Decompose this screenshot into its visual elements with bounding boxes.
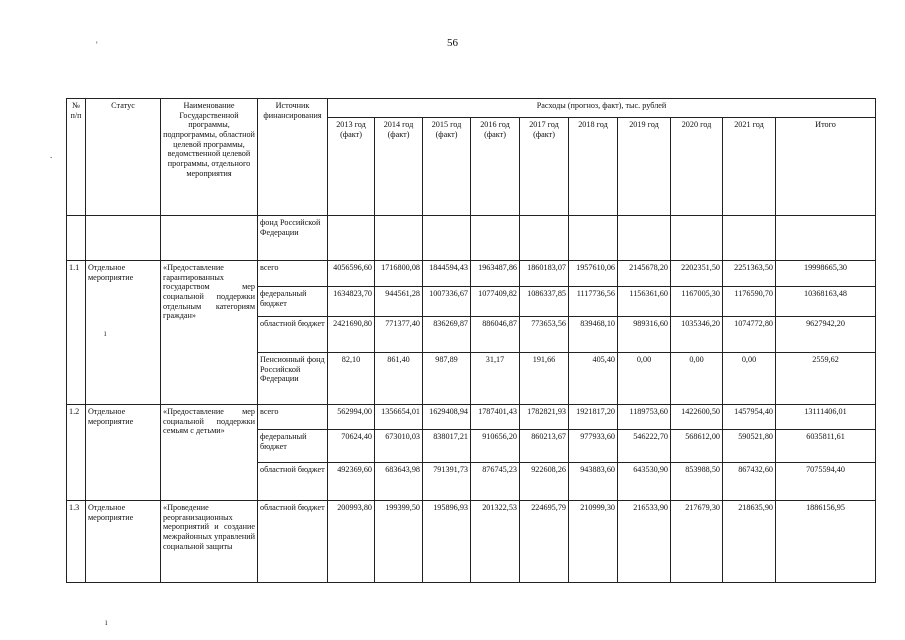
value-cell: 2251363,50 — [723, 261, 776, 287]
year-header: 2019 год — [618, 118, 671, 216]
value-cell: 224695,79 — [520, 501, 569, 583]
year-header: 2013 год (факт) — [328, 118, 375, 216]
row-name: «Проведение реорганизационных мероприятий и создание межрайонных управлений социальной защиты — [161, 501, 258, 583]
value-cell: 1356654,01 — [375, 405, 423, 430]
value-cell: 943883,60 — [569, 463, 618, 501]
row-status: Отдельное мероприятие — [86, 261, 161, 405]
year-header: 2020 год — [671, 118, 723, 216]
value-cell: 683643,98 — [375, 463, 423, 501]
table-row — [67, 216, 876, 261]
value-cell: 1787401,43 — [471, 405, 520, 430]
value-cell: 2145678,20 — [618, 261, 671, 287]
value-cell: 643530,90 — [618, 463, 671, 501]
total-cell: 1886156,95 — [776, 501, 876, 583]
value-cell: 1074772,80 — [723, 317, 776, 353]
page-number: 56 — [447, 37, 458, 49]
year-header: 2014 год (факт) — [375, 118, 423, 216]
row-status: Отдельное мероприятие — [86, 405, 161, 501]
source-cell: областной бюджет — [258, 463, 328, 501]
value-cell: 492369,60 — [328, 463, 375, 501]
value-cell: 867432,60 — [723, 463, 776, 501]
value-cell: 1117736,56 — [569, 287, 618, 317]
value-cell: 987,89 — [423, 353, 471, 405]
value-cell: 1860183,07 — [520, 261, 569, 287]
value-cell: 1176590,70 — [723, 287, 776, 317]
value-cell: 673010,03 — [375, 430, 423, 463]
total-cell: 2559,62 — [776, 353, 876, 405]
value-cell: 944561,28 — [375, 287, 423, 317]
value-cell: 191,66 — [520, 353, 569, 405]
value-cell: 1189753,60 — [618, 405, 671, 430]
total-cell: 19998665,30 — [776, 261, 876, 287]
value-cell: 771377,40 — [375, 317, 423, 353]
table-row — [67, 405, 876, 430]
value-cell: 1634823,70 — [328, 287, 375, 317]
value-cell: 200993,80 — [328, 501, 375, 583]
source-cell: областной бюджет — [258, 501, 328, 583]
value-cell: 989316,60 — [618, 317, 671, 353]
row-name: «Предоставление гарантированных государством мер социальной поддержки отдельным категориям граждан» — [161, 261, 258, 405]
value-cell: 1844594,43 — [423, 261, 471, 287]
value-cell: 2421690,80 — [328, 317, 375, 353]
value-cell: 1007336,67 — [423, 287, 471, 317]
col-num-header: № п/п — [67, 99, 86, 216]
value-cell: 31,17 — [471, 353, 520, 405]
budget-table — [66, 98, 876, 583]
total-header: Итого — [776, 118, 876, 216]
table-row — [67, 261, 876, 287]
value-cell: 1716800,08 — [375, 261, 423, 287]
value-cell: 0,00 — [671, 353, 723, 405]
scan-speck: . — [50, 150, 53, 160]
table-row — [67, 501, 876, 583]
value-cell: 199399,50 — [375, 501, 423, 583]
value-cell: 0,00 — [618, 353, 671, 405]
source-cell: фонд Российской Федерации — [258, 216, 328, 261]
value-cell: 210999,30 — [569, 501, 618, 583]
value-cell: 836269,87 — [423, 317, 471, 353]
value-cell: 218635,90 — [723, 501, 776, 583]
value-cell: 1077409,82 — [471, 287, 520, 317]
value-cell: 216533,90 — [618, 501, 671, 583]
value-cell: 568612,00 — [671, 430, 723, 463]
value-cell: 70624,40 — [328, 430, 375, 463]
value-cell: 2202351,50 — [671, 261, 723, 287]
value-cell: 773653,56 — [520, 317, 569, 353]
value-cell: 1156361,60 — [618, 287, 671, 317]
year-header: 2017 год (факт) — [520, 118, 569, 216]
source-cell: областной бюджет — [258, 317, 328, 353]
value-cell: 910656,20 — [471, 430, 520, 463]
col-expenses-header: Расходы (прогноз, факт), тыс. рублей — [328, 99, 876, 118]
value-cell: 1422600,50 — [671, 405, 723, 430]
value-cell: 838017,21 — [423, 430, 471, 463]
scan-speck: ' — [96, 40, 98, 50]
row-number: 1.3 — [67, 501, 86, 583]
row-status: Отдельное мероприятие — [86, 501, 161, 583]
total-cell: 10368163,48 — [776, 287, 876, 317]
row-number: 1.2 — [67, 405, 86, 501]
value-cell: 861,40 — [375, 353, 423, 405]
value-cell: 1457954,40 — [723, 405, 776, 430]
value-cell: 4056596,60 — [328, 261, 375, 287]
value-cell: 1167005,30 — [671, 287, 723, 317]
value-cell: 922608,26 — [520, 463, 569, 501]
value-cell: 886046,87 — [471, 317, 520, 353]
value-cell: 1629408,94 — [423, 405, 471, 430]
year-header: 2018 год — [569, 118, 618, 216]
value-cell: 853988,50 — [671, 463, 723, 501]
value-cell: 562994,00 — [328, 405, 375, 430]
value-cell: 546222,70 — [618, 430, 671, 463]
year-header: 2021 год — [723, 118, 776, 216]
row-name: «Предоставление мер социальной поддержки семьям с детьми» — [161, 405, 258, 501]
source-cell: всего — [258, 261, 328, 287]
value-cell: 1782821,93 — [520, 405, 569, 430]
value-cell: 1957610,06 — [569, 261, 618, 287]
value-cell: 1921817,20 — [569, 405, 618, 430]
row-number: 1.1 — [67, 261, 86, 405]
scan-speck: ı — [104, 328, 107, 338]
value-cell: 590521,80 — [723, 430, 776, 463]
source-cell: федеральный бюджет — [258, 287, 328, 317]
value-cell: 839468,10 — [569, 317, 618, 353]
value-cell: 1086337,85 — [520, 287, 569, 317]
value-cell: 201322,53 — [471, 501, 520, 583]
value-cell: 405,40 — [569, 353, 618, 405]
value-cell: 1963487,86 — [471, 261, 520, 287]
value-cell: 195896,93 — [423, 501, 471, 583]
value-cell: 0,00 — [723, 353, 776, 405]
value-cell: 977933,60 — [569, 430, 618, 463]
year-header: 2015 год (факт) — [423, 118, 471, 216]
value-cell: 860213,67 — [520, 430, 569, 463]
col-status-header: Статус — [86, 99, 161, 216]
scan-speck: ı — [105, 617, 108, 627]
year-header: 2016 год (факт) — [471, 118, 520, 216]
value-cell: 217679,30 — [671, 501, 723, 583]
value-cell: 82,10 — [328, 353, 375, 405]
source-cell: всего — [258, 405, 328, 430]
header-row — [67, 99, 876, 118]
value-cell: 791391,73 — [423, 463, 471, 501]
total-cell: 6035811,61 — [776, 430, 876, 463]
col-name-header: Наименование Государственной программы, подпрограммы, областной целевой программы, ведомственной целевой программы, отдельного мероприятия — [161, 99, 258, 216]
total-cell: 13111406,01 — [776, 405, 876, 430]
value-cell: 876745,23 — [471, 463, 520, 501]
value-cell: 1035346,20 — [671, 317, 723, 353]
source-cell: федеральный бюджет — [258, 430, 328, 463]
source-cell: Пенсионный фонд Российской Федерации — [258, 353, 328, 405]
total-cell: 9627942,20 — [776, 317, 876, 353]
col-source-header: Источник финансирования — [258, 99, 328, 216]
total-cell: 7075594,40 — [776, 463, 876, 501]
